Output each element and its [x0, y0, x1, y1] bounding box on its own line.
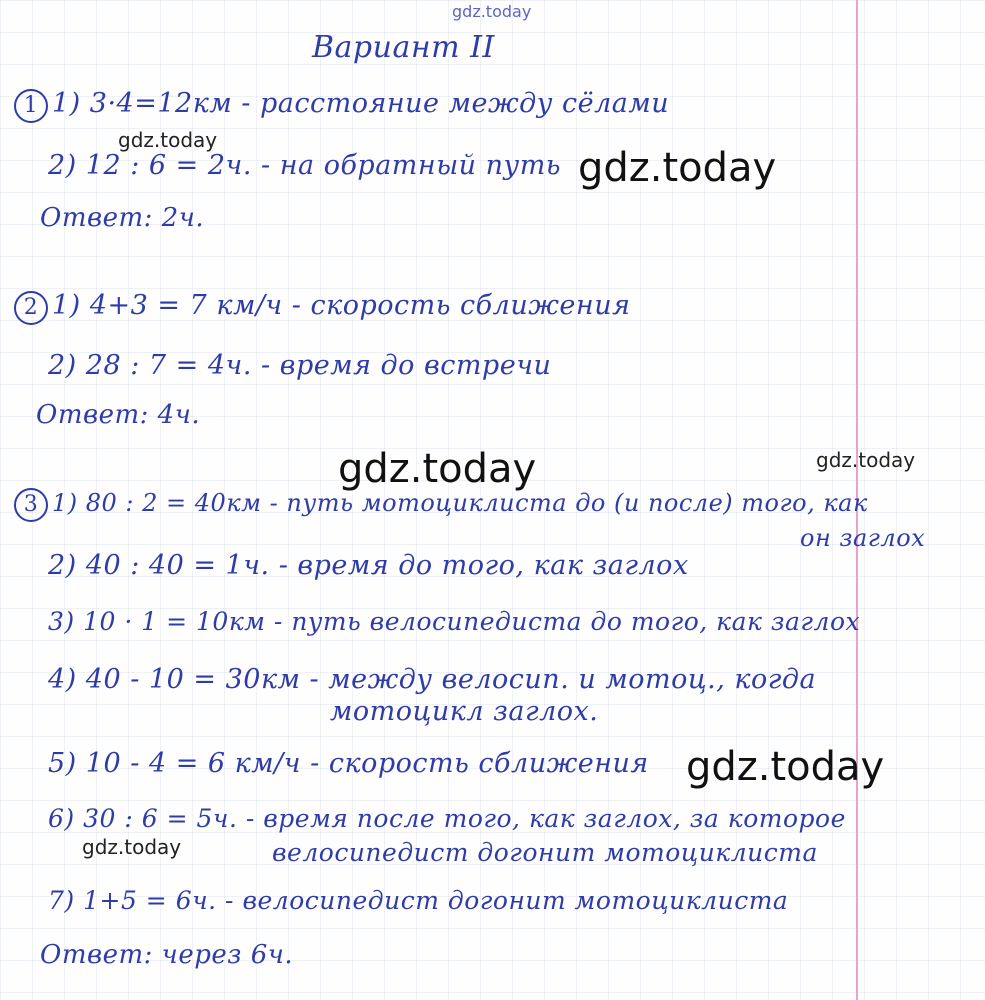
watermark-5: gdz.today: [686, 744, 885, 790]
watermark-4: gdz.today: [816, 448, 916, 472]
task2-line1: [14, 290, 630, 325]
task1-answer: Ответ: 2ч.: [40, 203, 205, 233]
watermark-6: gdz.today: [82, 835, 182, 859]
task1-line2: 2) 12 : 6 = 2ч. - на обратный путь: [48, 150, 562, 181]
task3-line2: 2) 40 : 40 = 1ч. - время до того, как заглох: [48, 550, 689, 581]
task2-line1-text: 1) 4+3 = 7 км/ч - скорость сближения: [52, 290, 631, 321]
watermark-1: gdz.today: [118, 128, 218, 152]
task3-line1-cont: он заглох: [800, 524, 926, 552]
task1-line1-text: 1) 3·4=12км - расстояние между сёлами: [52, 88, 670, 119]
task3-line6-cont: велосипедист догонит мотоциклиста: [272, 838, 818, 867]
task3-line1: [14, 488, 868, 522]
task3-line5: 5) 10 - 4 = 6 км/ч - скорость сближения: [48, 748, 649, 779]
task3-answer: Ответ: через 6ч.: [40, 940, 294, 970]
task3-line3: 3) 10 · 1 = 10км - путь велосипедиста до того, как заглох: [48, 607, 861, 636]
page-title: Вариант II: [312, 30, 495, 65]
task1-line1: [14, 88, 669, 123]
task3-line7: 7) 1+5 = 6ч. - велосипедист догонит мотоциклиста: [48, 886, 789, 915]
task3-line4-cont: мотоцикл заглох.: [330, 696, 599, 727]
task2-line2: 2) 28 : 7 = 4ч. - время до встречи: [48, 350, 552, 381]
task1-number: 1: [14, 89, 48, 123]
watermark-2: gdz.today: [578, 145, 777, 191]
task2-number: 2: [14, 291, 48, 325]
task3-line6: 6) 30 : 6 = 5ч. - время после того, как заглох, за которое: [48, 804, 846, 833]
watermark-3: gdz.today: [338, 446, 537, 492]
task3-line1-text: 1) 80 : 2 = 40км - путь мотоциклиста до (и после) того, как: [52, 489, 868, 517]
task3-line4: 4) 40 - 10 = 30км - между велосип. и мотоц., когда: [48, 664, 817, 695]
task3-number: 3: [14, 488, 48, 522]
task2-answer: Ответ: 4ч.: [36, 400, 201, 430]
watermark-top: gdz.today: [452, 2, 532, 21]
